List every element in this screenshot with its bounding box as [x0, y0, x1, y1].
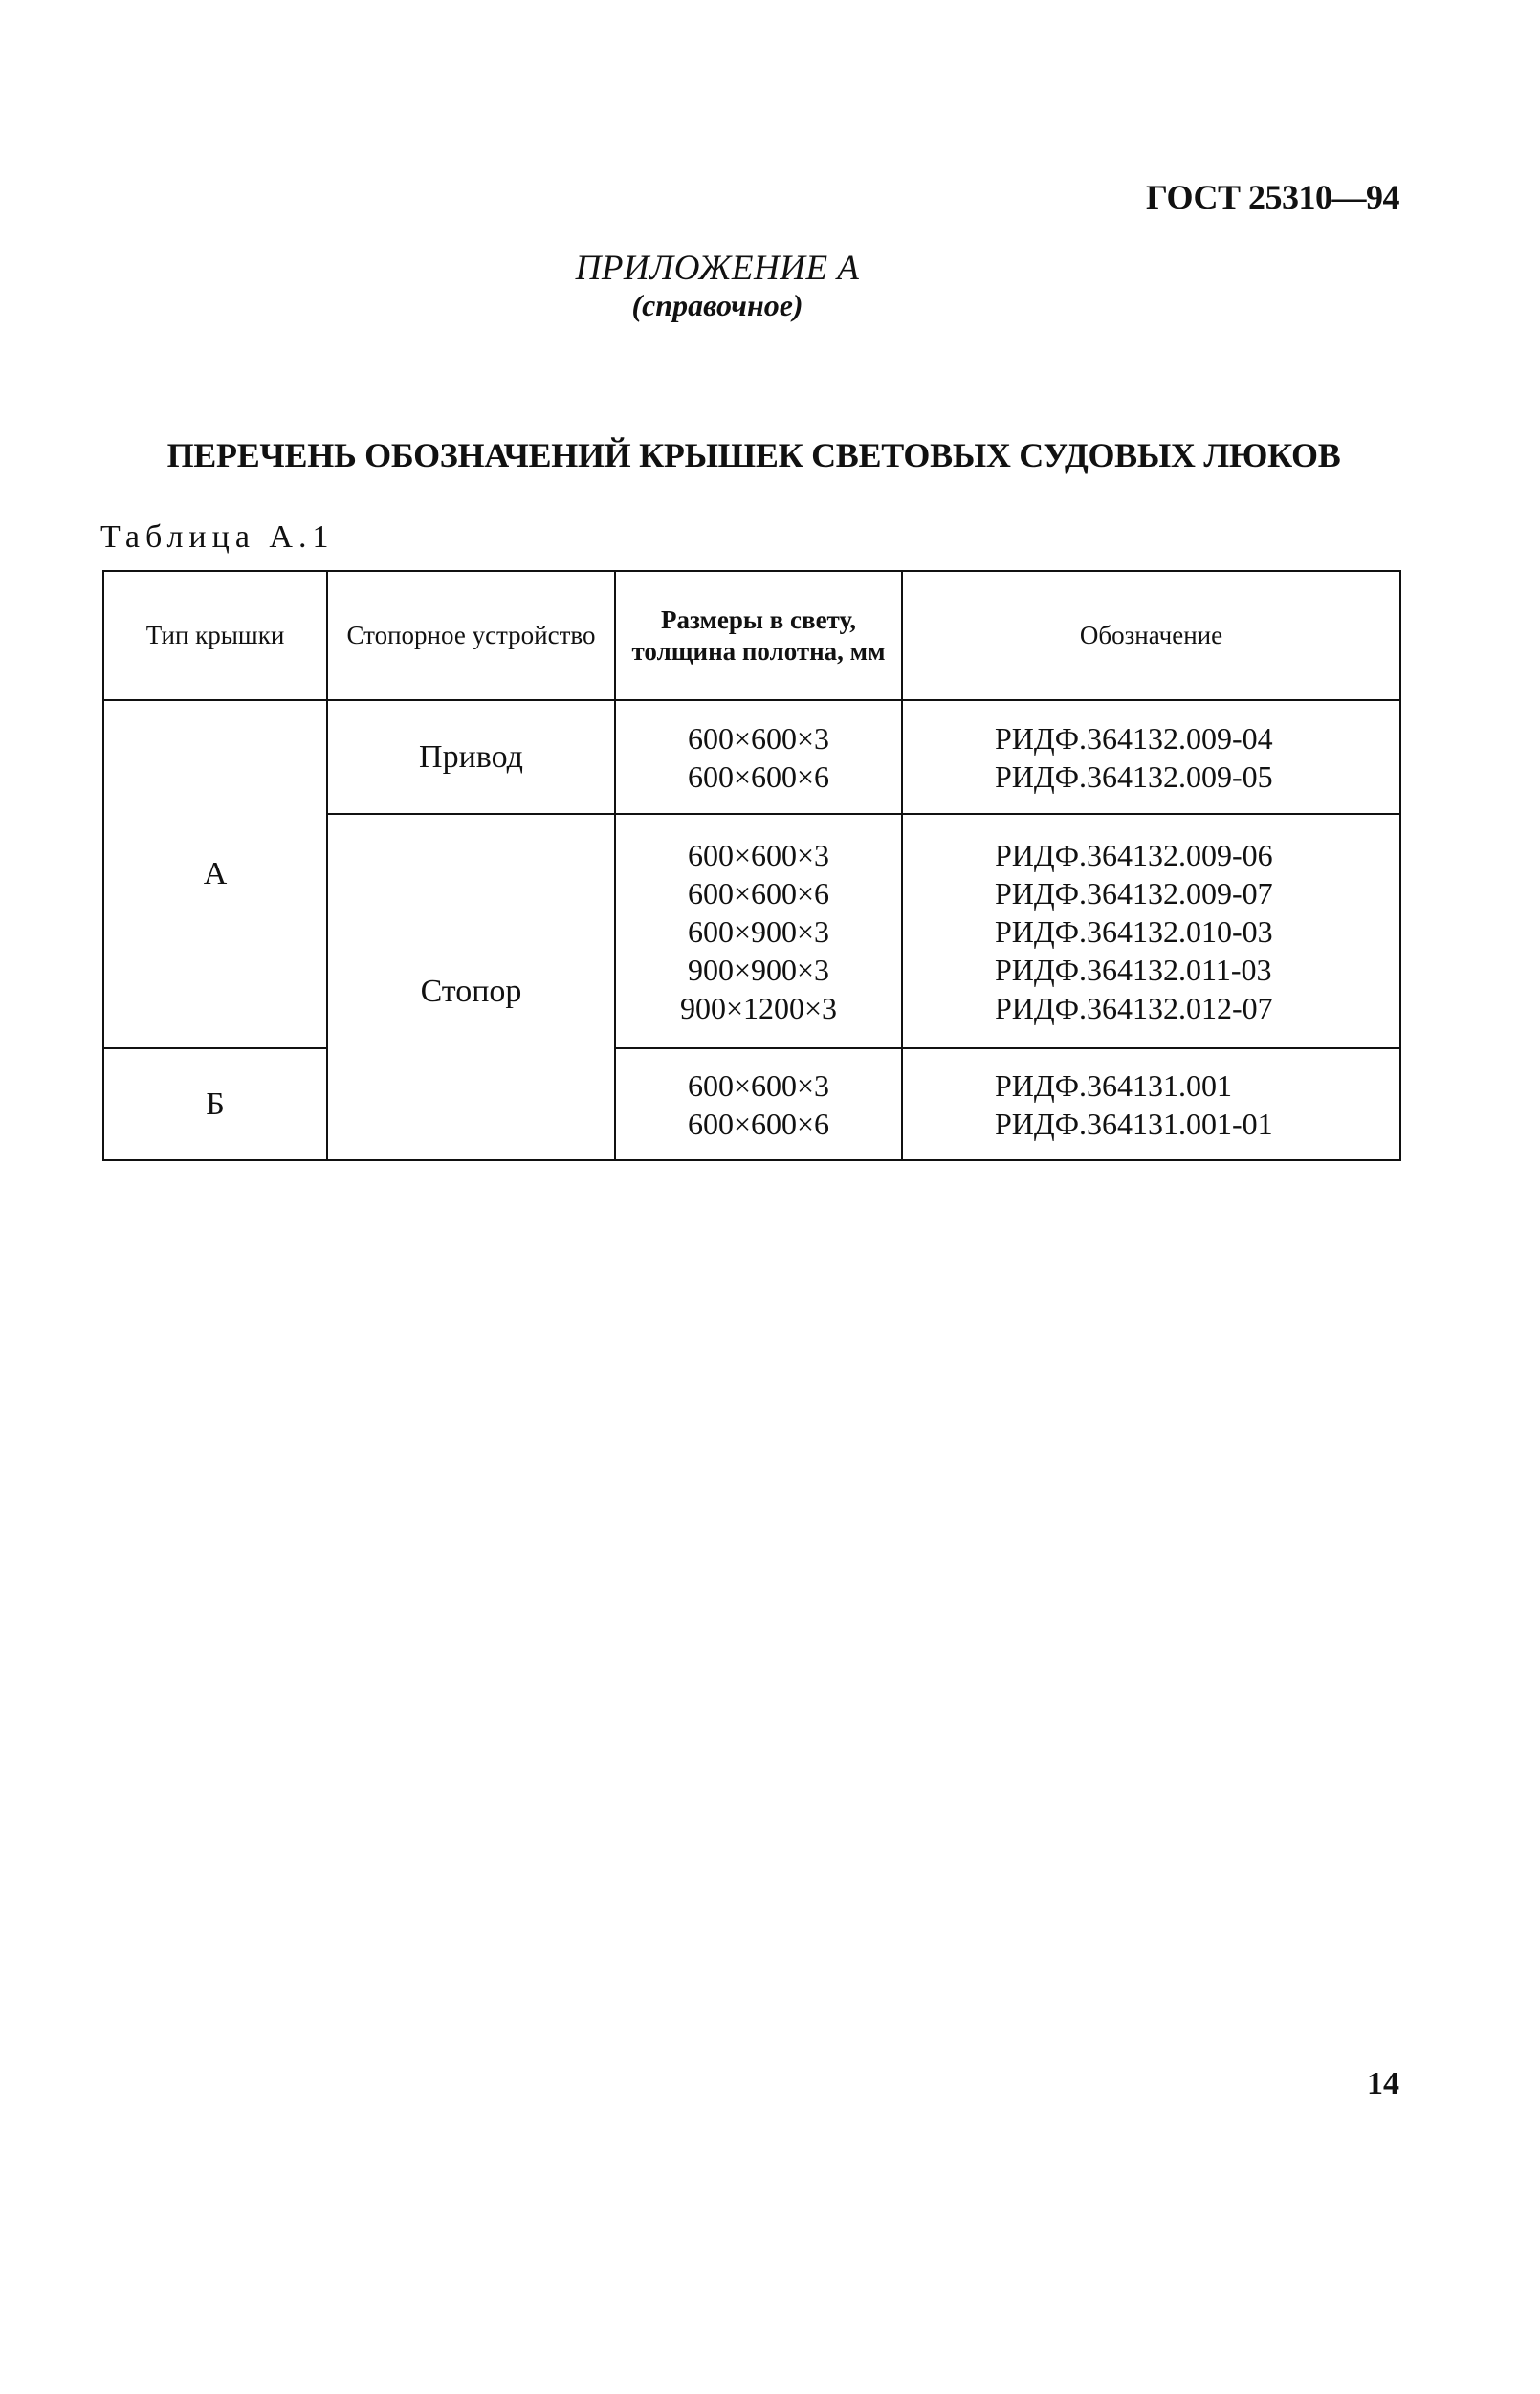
size-value: 900×1200×3	[679, 990, 838, 1025]
designation-value: РИДФ.364132.009-04	[995, 720, 1273, 756]
size-value: 900×900×3	[687, 952, 830, 987]
table-caption: Таблица А.1	[100, 519, 335, 555]
stopper-cell: Стопор	[327, 814, 615, 1160]
appendix-label: ПРИЛОЖЕНИЕ А	[575, 249, 860, 288]
sizes-cell	[615, 700, 902, 814]
table-row	[103, 700, 1400, 814]
table-row	[103, 1048, 1400, 1160]
page-number: 14	[1367, 2066, 1399, 2101]
designation-value: РИДФ.364132.009-06	[995, 837, 1273, 872]
designation-value: РИДФ.364131.001	[995, 1067, 1233, 1103]
designation-cell	[902, 1048, 1400, 1160]
header-designation: Обозначение	[902, 571, 1400, 700]
size-value: 600×600×3	[687, 720, 830, 756]
header-sizes: Размеры в свету, толщина полотна, мм	[615, 571, 902, 700]
appendix-type: (справочное)	[631, 288, 803, 322]
header-cover-type: Тип крышки	[103, 571, 327, 700]
designation-value: РИДФ.364132.009-05	[995, 758, 1273, 794]
sizes-cell	[615, 1048, 902, 1160]
document-code: ГОСТ 25310—94	[1146, 178, 1399, 216]
appendix-heading	[0, 251, 1435, 320]
cover-type-cell: А	[103, 700, 327, 1048]
designation-cell	[902, 814, 1400, 1048]
size-value: 600×600×6	[687, 1106, 830, 1141]
designation-value: РИДФ.364131.001-01	[995, 1106, 1273, 1141]
size-value: 600×600×3	[687, 1067, 830, 1103]
designation-value: РИДФ.364132.010-03	[995, 913, 1273, 949]
header-stopper: Стопорное устройство	[327, 571, 615, 700]
table-header-row	[103, 571, 1400, 700]
designations-table	[102, 570, 1401, 1161]
designation-value: РИДФ.364132.009-07	[995, 875, 1273, 911]
page-title: ПЕРЕЧЕНЬ ОБОЗНАЧЕНИЙ КРЫШЕК СВЕТОВЫХ СУДОВЫХ ЛЮКОВ	[166, 436, 1341, 474]
stopper-cell: Привод	[327, 700, 615, 814]
designation-cell	[902, 700, 1400, 814]
size-value: 600×900×3	[687, 913, 830, 949]
designation-value: РИДФ.364132.012-07	[995, 990, 1273, 1025]
sizes-cell	[615, 814, 902, 1048]
size-value: 600×600×6	[687, 875, 830, 911]
size-value: 600×600×6	[687, 758, 830, 794]
size-value: 600×600×3	[687, 837, 830, 872]
designation-value: РИДФ.364132.011-03	[995, 952, 1272, 987]
cover-type-cell: Б	[103, 1048, 327, 1160]
